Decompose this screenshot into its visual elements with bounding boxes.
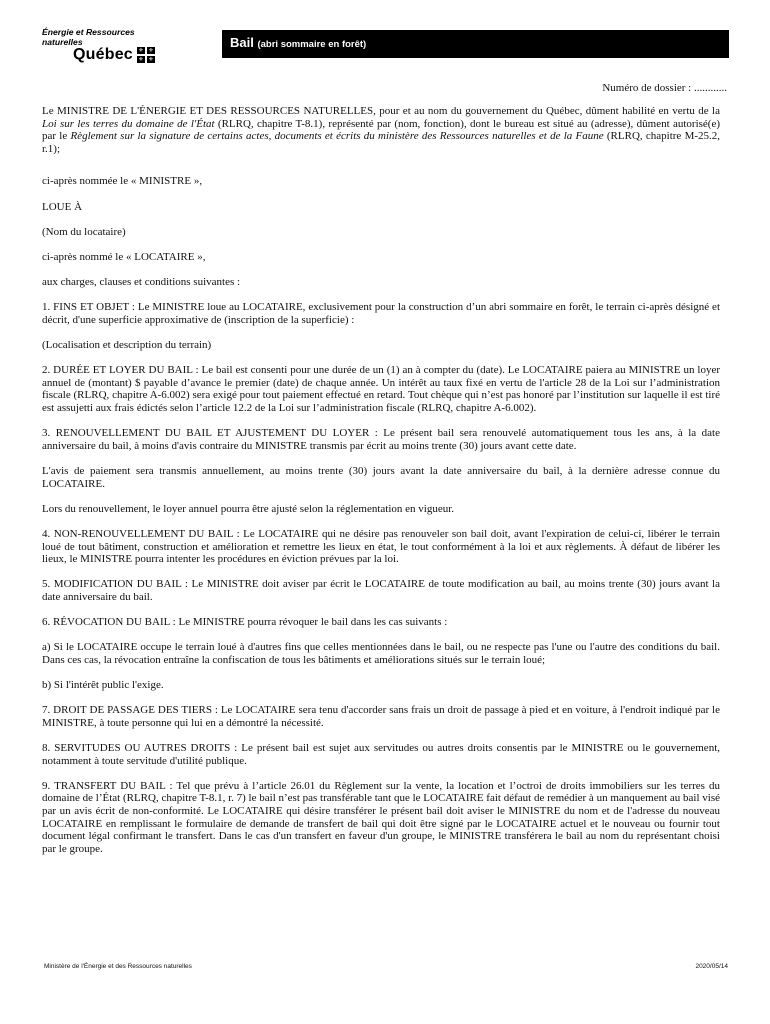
title-banner bbox=[222, 30, 729, 58]
ministry-line-1: Énergie et Ressources bbox=[42, 27, 135, 37]
section-5: 5. MODIFICATION DU BAIL : Le MINISTRE doit aviser par écrit le LOCATAIRE de toute modification au bail, au moins trente (30) jours avant la date anniversaire du bail. bbox=[42, 578, 720, 603]
intro-paragraph: Le MINISTRE DE L'ÉNERGIE ET DES RESSOURCES NATURELLES, pour et au nom du gouvernement du Québec, dûment habilité en vertu de la Loi sur les terres du domaine de l'État (RLRQ, chapitre T-8.1), représenté par (nom, fonction), dont le bureau est situé au (adresse), dûment autorisé(e) par le Règlement sur la signature de certains actes, documents et écrits du ministère des Ressources naturelles et de la Faune (RLRQ, chapitre M-25.2, r.1); bbox=[42, 105, 721, 155]
quebec-wordmark bbox=[73, 46, 155, 64]
document-subtitle: (abri sommaire en forêt) bbox=[257, 39, 367, 50]
ministry-name bbox=[42, 28, 202, 47]
section-1: 1. FINS ET OBJET : Le MINISTRE loue au LOCATAIRE, exclusivement pour la construction d’un abri sommaire en forêt, le terrain ci-après désigné et décrit, d'une superficie approximative de (inscription de la superficie) : bbox=[42, 301, 720, 326]
section-2: 2. DURÉE ET LOYER DU BAIL : Le bail est consenti pour une durée de un (1) an à compter du (date). Le LOCATAIRE paiera au MINISTRE un loyer annuel de (montant) $ payable d’avance le premier (date) de chaque année. Un intérêt au taux fixé en vertu de l'article 28 de la Loi sur l’administration fiscale (RLRQ, chapitre A-6.002) sera exigé pour tout paiement effectué en retard. Tout chèque qui n’est pas honoré par l’institution sur laquelle il est tiré est assujetti aux frais édictés selon l’article 12.2 de la Loi sur l’administration fiscale (RLRQ, chapitre A-6.002). bbox=[42, 364, 720, 415]
section-9: 9. TRANSFERT DU BAIL : Tel que prévu à l’article 26.01 du Règlement sur la vente, la location et l’octroi de droits immobiliers sur les terres du domaine de l’État (RLRQ, chapitre T-8.1, r. 7) le bail n’est pas transférable tant que le LOCATAIRE fait défaut de remédier à un manquement au bail visé par un avis écrit de non-conformité. Le LOCATAIRE qui désire transférer le présent bail doit aviser le MINISTRE du nom et de l'adresse du nouveau LOCATAIRE en remplissant le formulaire de demande de transfert de bail qui doit être signé par le LOCATAIRE actuel et le nouveau ou fournir tout document légal confirmant le transfert. Dans le cas d'un transfert en faveur d'un groupe, le MINISTRE transférera le bail au nom du représentant choisi par le groupe. bbox=[42, 779, 720, 855]
section-3-avis: L'avis de paiement sera transmis annuellement, au moins trente (30) jours avant la date anniversaire du bail, à la dernière adresse connue du LOCATAIRE. bbox=[42, 465, 720, 490]
dossier-number: Numéro de dossier : ............ bbox=[602, 82, 727, 94]
nom-locataire: (Nom du locataire) bbox=[42, 225, 126, 238]
section-7: 7. DROIT DE PASSAGE DES TIERS : Le LOCATAIRE sera tenu d'accorder sans frais un droit de passage à pied et en voiture, à l'endroit indiqué par le MINISTRE, à toute personne qui lui en a démontré la nécessité. bbox=[42, 704, 720, 729]
section-1-localisation: (Localisation et description du terrain) bbox=[42, 339, 212, 352]
section-4: 4. NON-RENOUVELLEMENT DU BAIL : Le LOCATAIRE qui ne désire pas renouveler son bail doit, avant l'expiration de celui-ci, libérer le terrain loué de tout bâtiment, construction et amélioration et remettre les lieux en état, le tout conformément à la loi et aux règlements. À défaut de libérer les lieux, le MINISTRE pourra intenter les procédures en éviction prévues par la loi. bbox=[42, 528, 720, 566]
quebec-text: Québec bbox=[73, 46, 133, 63]
footer-date: 2020/05/14 bbox=[695, 963, 728, 970]
section-6-b: b) Si l'intérêt public l'exige. bbox=[42, 679, 164, 692]
quebec-logo bbox=[42, 28, 202, 64]
section-6: 6. RÉVOCATION DU BAIL : Le MINISTRE pourra révoquer le bail dans les cas suivants : bbox=[42, 616, 448, 629]
conditions-intro: aux charges, clauses et conditions suivantes : bbox=[42, 276, 241, 289]
document-title bbox=[230, 35, 366, 50]
fleur-de-lis-flag-icon: ⚜ ⚜ ⚜ ⚜ bbox=[138, 47, 154, 63]
section-8: 8. SERVITUDES OU AUTRES DROITS : Le présent bail est sujet aux servitudes ou autres droits consentis par le MINISTRE ou le gouvernement, notamment à toute servitude d'utilité publique. bbox=[42, 742, 720, 767]
section-3: 3. RENOUVELLEMENT DU BAIL ET AJUSTEMENT DU LOYER : Le présent bail sera renouvelé automatiquement tous les ans, à la date anniversaire du bail, à moins d'avis contraire du MINISTRE transmis par écrit au moins trente (30) jours avant cette date. bbox=[42, 427, 720, 452]
lease-body bbox=[42, 105, 720, 868]
loue-a: LOUE À bbox=[42, 200, 83, 213]
footer-ministry: Ministère de l'Énergie et des Ressources naturelles bbox=[44, 963, 192, 970]
ministry-line-2: naturelles bbox=[42, 36, 83, 47]
ci-apres-ministre: ci-après nommée le « MINISTRE », bbox=[42, 175, 203, 188]
section-6-a: a) Si le LOCATAIRE occupe le terrain loué à d'autres fins que celles mentionnées dans le bail, ou ne respecte pas l'une ou l'autre des conditions du bail. Dans ces cas, la révocation entraîne la confiscation de tous les bâtiments et améliorations situés sur le terrain loué; bbox=[42, 641, 720, 666]
document-title-main: Bail bbox=[230, 35, 254, 50]
regulation-title: Règlement sur la signature de certains actes, documents et écrits du ministère des Ressources naturelles et de la Faune bbox=[70, 130, 604, 143]
law-title: Loi sur les terres du domaine de l'État bbox=[42, 117, 215, 130]
ci-apres-locataire: ci-après nommé le « LOCATAIRE », bbox=[42, 250, 206, 263]
section-3-renouvellement: Lors du renouvellement, le loyer annuel pourra être ajusté selon la réglementation en vigueur. bbox=[42, 502, 455, 515]
